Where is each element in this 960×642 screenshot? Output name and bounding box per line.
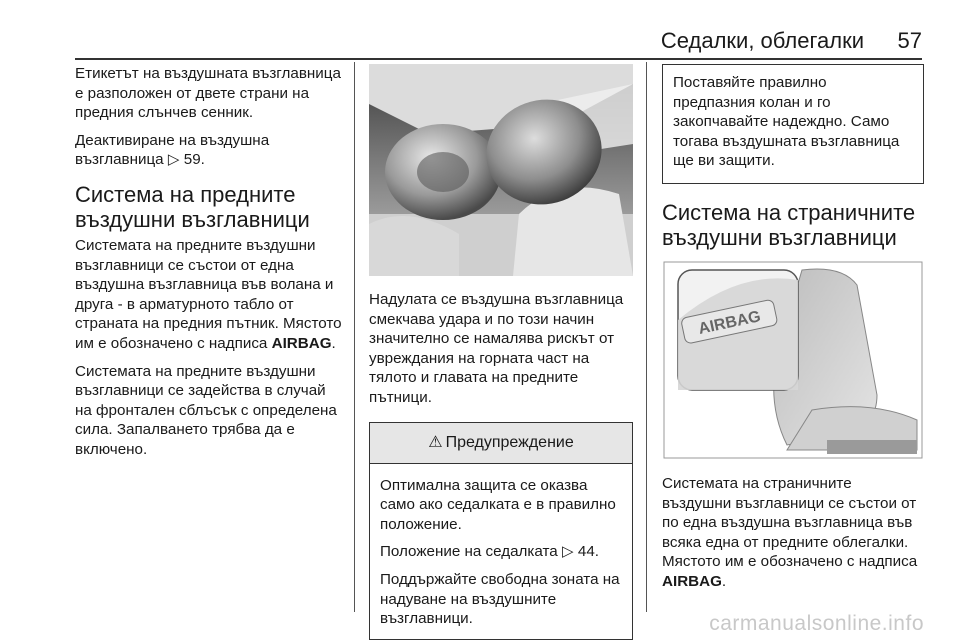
column-1 bbox=[75, 64, 343, 468]
paragraph-text: Системата на предните въздушни възглавници се състои от една въздушна възглавница във волана и друга - в арматурното табло от страната на предния пътник. Мястото им е обозначено с надписа bbox=[75, 236, 342, 352]
column-3 bbox=[662, 64, 924, 600]
section-heading: Система на страничните въздушни възглавници bbox=[662, 199, 916, 250]
paragraph: Етикетът на въздушната възглавница е разположен от двете страни на предния слънчев сенник. bbox=[75, 65, 341, 122]
warning-box bbox=[369, 422, 633, 640]
page-header bbox=[75, 26, 922, 60]
column-2 bbox=[369, 64, 633, 640]
note-box bbox=[662, 64, 924, 184]
column-divider bbox=[354, 62, 355, 612]
paragraph bbox=[75, 131, 343, 170]
watermark: carmanualsonline.info bbox=[709, 612, 924, 635]
side-airbag-seat-image bbox=[662, 260, 924, 460]
ref-arrow-icon: ▷ bbox=[167, 151, 180, 169]
airbag-seat-label: AIRBAG bbox=[696, 308, 763, 338]
page-title: Седалки, облегалки bbox=[660, 28, 864, 53]
paragraph: Поддържайте свободна зоната на надуване на въздушните възглавници. bbox=[380, 570, 620, 628]
paragraph: Системата на предните въздушни възглавници се състои от една въздушна възглавница във волана и друга - в арматурното табло от страната на предния пътник. Мястото им е обозначено с надписа AIRBAG. bbox=[75, 236, 342, 352]
ref-arrow-icon: ▷ bbox=[561, 543, 574, 561]
warning-triangle-icon: ⚠ bbox=[428, 433, 443, 451]
front-airbags-image bbox=[369, 64, 633, 276]
paragraph-text: Системата на страничните въздушни възглавници се състои от по една въздушна възглавница във всяка една от предните облегалки. Мястото им е обозначено с надписа bbox=[662, 474, 918, 571]
paragraph: Надулата се въздушна възглавница смекчава удара и по този начин значително се намалява рискът от увреждания на горната част на тялото и главата на предните пътници. bbox=[369, 291, 624, 406]
paragraph: Оптимална защита се оказва само ако седалката е в правилно положение. bbox=[380, 476, 616, 533]
paragraph bbox=[380, 542, 622, 562]
column-divider bbox=[646, 62, 647, 612]
airbag-label: AIRBAG bbox=[662, 572, 722, 590]
page-number: 57 bbox=[897, 28, 922, 53]
page-ref[interactable]: 59. bbox=[183, 151, 205, 169]
paragraph-text: Деактивиране на въздушна възглавница bbox=[75, 131, 270, 169]
warning-title: Предупреждение bbox=[445, 433, 574, 451]
page-ref[interactable]: 44. bbox=[577, 543, 600, 561]
paragraph: Поставяйте правилно предпазния колан и го закопчавайте надеждно. Само тогава въздушната възглавница ще ви защити. bbox=[673, 74, 900, 170]
airbag-label: AIRBAG bbox=[271, 334, 332, 352]
section-heading: Система на предните въздушни възглавници bbox=[75, 181, 310, 232]
warning-body bbox=[370, 464, 632, 639]
paragraph: Системата на страничните въздушни възглавници се състои от по една въздушна възглавница във всяка една от предните облегалки. Мястото им е обозначено с надписа AIRBAG. bbox=[662, 474, 918, 590]
paragraph-text: Положение на седалката bbox=[380, 543, 558, 561]
warning-header bbox=[370, 423, 632, 464]
paragraph: Системата на предните въздушни възглавници се задейства в случай на фронтален сблъсък с определена сила. Запалването трябва да е включено. bbox=[75, 362, 337, 458]
